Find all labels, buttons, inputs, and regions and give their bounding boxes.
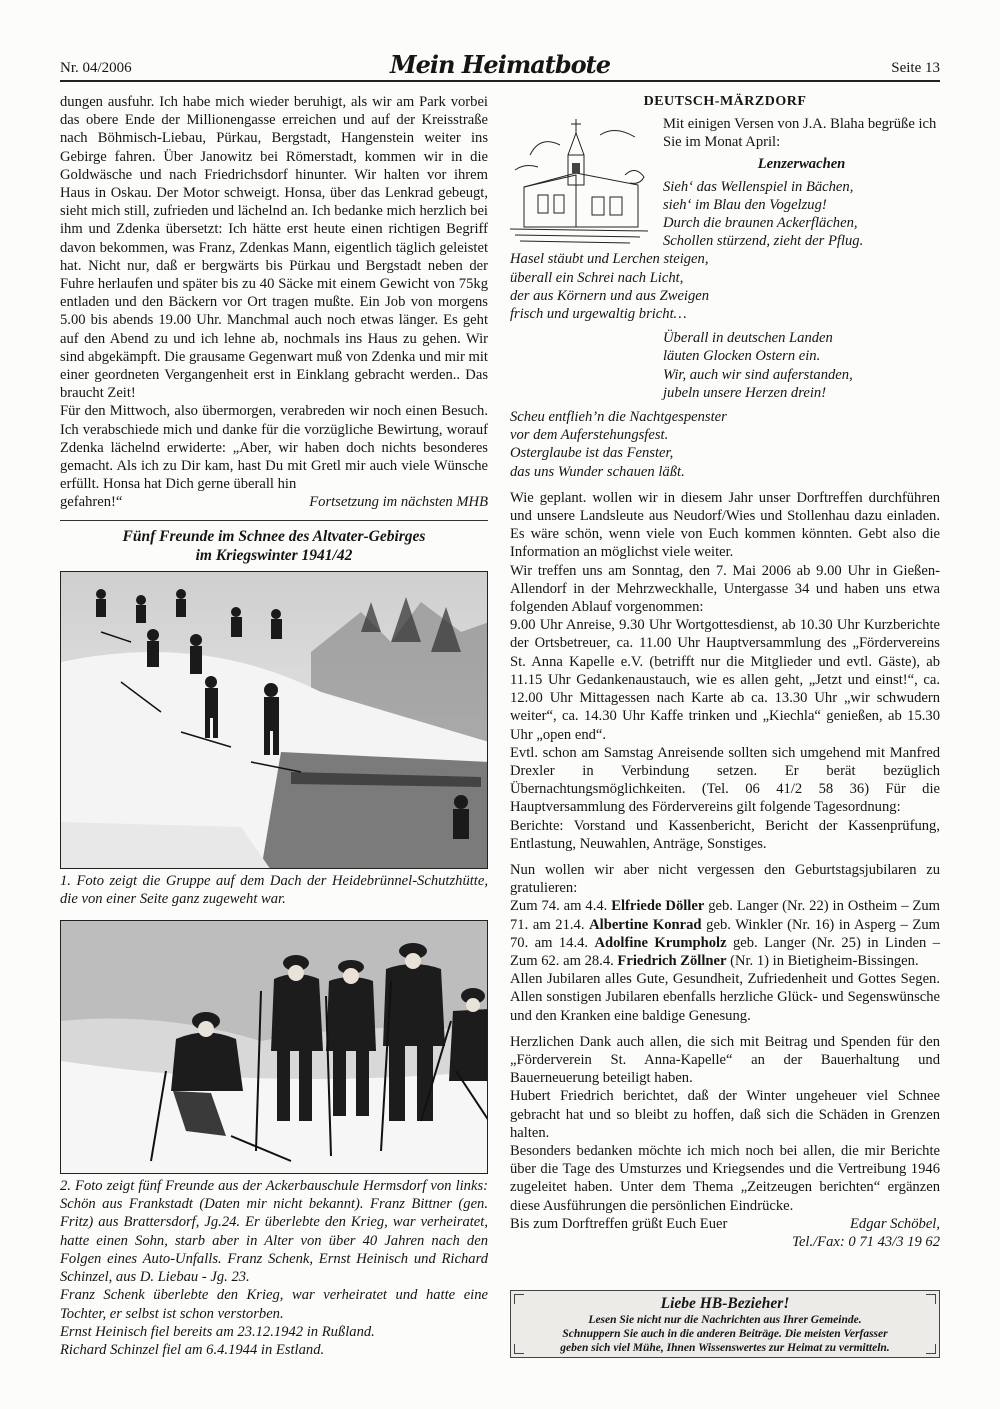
birthday-text: geb. Langer (Nr. 22) in Ostheim – Zum 71. am 21.4. xyxy=(510,898,940,933)
poem-line: sieh‘ im Blau den Vogelzug! xyxy=(663,196,827,213)
poem-line: vor dem Auferstehungsfest. xyxy=(510,427,669,444)
poem-line: jubeln unsere Herzen drein! xyxy=(663,384,827,401)
article-paragraph: Wie geplant. wollen wir in diesem Jahr unser Dorftreffen durchführen und unsere Landsleute aus Neudorf/Wies und Stollenhau dazu einladen. Es wäre schön, wenn viele von Euch kommen könnten. Gebt also die Information an möglichst viele weiter. xyxy=(510,489,940,561)
article-paragraph: Allen Jubilaren alles Gute, Gesundheit, Zufriedenheit und Gottes Segen. Allen sonstigen Jubilaren ebenfalls herzliche Glück- und Segenswünsche und den Kranken eine baldige Genesung. xyxy=(510,971,940,1024)
section-divider xyxy=(60,520,488,521)
signer-phone: Tel./Fax: 0 71 43/3 19 62 xyxy=(792,1233,940,1250)
poem-line: Schollen stürzend, zieht der Pflug. xyxy=(663,233,864,250)
poem-line: der aus Körnern und aus Zweigen xyxy=(510,287,710,304)
poem-line: Scheu entflieh’n die Nachtgespenster xyxy=(510,409,727,426)
notice-line: Lesen Sie nicht nur die Nachrichten aus Ihrer Gemeinde. xyxy=(588,1314,862,1326)
right-column xyxy=(510,93,940,1251)
poem-line: das uns Wunder schauen läßt. xyxy=(510,463,685,480)
poem-stanza-2 xyxy=(510,250,940,323)
closing-greeting: Bis zum Dorftreffen grüßt Euch Euer xyxy=(510,1215,728,1232)
photo-section-title-line1: Fünf Freunde im Schnee des Altvater-Gebirges xyxy=(122,527,426,545)
church-sketch-icon xyxy=(510,115,648,255)
poem-stanza-4 xyxy=(510,408,940,481)
poem-stanza-1 xyxy=(663,178,940,251)
article-paragraph: Wir treffen uns am Sonntag, den 7. Mai 2006 ab 9.00 Uhr in Gießen-Allendorf in der Mehrzweckhalle, Untergasse 34 und haben uns etwa folgenden Ablauf vorgenommen: xyxy=(510,562,940,616)
poem-line: läuten Glocken Ostern ein. xyxy=(663,348,821,365)
page-header xyxy=(60,52,940,80)
poem-intro: Mit einigen Versen von J.A. Blaha begrüße ich Sie im Monat April: xyxy=(663,116,937,151)
masthead-title: Mein Heimatbote xyxy=(390,50,610,79)
article-paragraph: Besonders bedanken möchte ich mich noch bei allen, die mir Berichte über die Tage des Umsturzes und Kriegsendes und die Vertreibung 1946 zugeleitet haben. Unter dem Thema „Zeitzeugen berichten“ ergänzen diese Ausführungen die persönlichen Eindrücke. xyxy=(510,1142,940,1214)
notice-line: Schnuppern Sie auch in die anderen Beiträge. Die meisten Verfasser xyxy=(562,1328,888,1341)
poem-line: frisch und urgewaltig bricht… xyxy=(510,306,687,323)
signer-name: Edgar Schöbel, xyxy=(850,1215,940,1232)
poem-line: Osterglaube ist das Fenster, xyxy=(510,445,674,462)
birthday-name: Albertine Konrad xyxy=(589,916,702,933)
article-paragraph: Evtl. schon am Samstag Anreisende sollten sich umgehend mit Manfred Drexler in Verbindung setzen. Er berät bezüglich Übernachtungsmöglichkeiten. (Tel. 06 41/2 58 36) Für die Hauptversammlung des Fördervereins gilt folgende Tagesordnung: xyxy=(510,744,940,816)
story-last-words: gefahren!“ xyxy=(60,494,123,511)
article-paragraph: 9.00 Uhr Anreise, 9.30 Uhr Wortgottesdienst, ab 10.30 Uhr Kurzberichte der Ortsbetreuer, ca. 11.00 Uhr Hauptversammlung des „Fördervereins St. Anna Kapelle e.V. (betrifft nur die Mitglieder und evtl. Gäste), ab 11.15 Uhr Gedankenaustauch, wie es allen geht, „Jetzt und einst!“, ca. 12.00 Uhr Mittagessen nach Karte ab ca. 13.30 Uhr „wir schwudern weiter“, ca. 14.30 Uhr Kaffe trinken und „Kiechla“ genießen, ab 15.30 Uhr „open end“. xyxy=(510,617,940,743)
birthday-text: geb. Winkler (Nr. 16) in Asperg – Zum 70. am 14.4. xyxy=(510,916,940,951)
signature-line xyxy=(510,1215,940,1233)
photo-five-friends xyxy=(60,920,488,1174)
poem-line: Sieh‘ das Wellenspiel in Bächen, xyxy=(663,178,854,195)
photo-caption-1: 1. Foto zeigt die Gruppe auf dem Dach der Heidebrünnel-Schutzhütte, die von einer Seite ganz zugeweht war. xyxy=(60,872,488,907)
continued-note: Fortsetzung im nächsten MHB xyxy=(309,494,488,511)
poem-line: Durch die braunen Ackerflächen, xyxy=(663,215,858,232)
birthday-name: Friedrich Zöllner xyxy=(617,952,727,969)
reader-notice-box xyxy=(510,1290,940,1358)
photo-caption-2: 2. Foto zeigt fünf Freunde aus der Ackerbauschule Hermsdorf von links: Schön aus Frankstadt (Daten mir nicht bekannt). Franz Bittner (gen. Fritz) aus Brattersdorf, Jg.24. Er überlebte den Krieg, war verheiratet, hatte einen Sohn, starb aber in Alter von über 40 Jahren nach den Folgen eines Auto-Unfalls. Franz Schenk, Ernst Heinisch und Richard Schinzel, aus D. Liebau - Jg. 23. xyxy=(60,1178,488,1286)
birthday-name: Adolfine Krumpholz xyxy=(594,934,727,951)
article-paragraph: Hubert Friedrich berichtet, daß der Winter ungeheuer viel Schnee gebracht hat und so bleibt zu hoffen, daß sich die Schäden in Grenzen halten. xyxy=(510,1088,940,1141)
article-paragraph: Herzlichen Dank auch allen, die sich mit Beitrag und Spenden für den „Förderverein St. Anna-Kapelle“ an der Bauerhaltung und Bauerneuerung beteiligt haben. xyxy=(510,1033,940,1087)
poem-line: Überall in deutschen Landen xyxy=(663,330,833,347)
photo-caption-2-block xyxy=(60,1177,488,1359)
story-paragraph: Für den Mittwoch, also übermorgen, verabreden wir noch einen Besuch. Ich verabschiede mich und danke für die vorzügliche Bewirtung, worauf Zdenka lächelnd erwiderte: „Aber, wir haben doch nichts besonderes gemacht. Als ich zu Dir kam, hast Du mit Gretl mir auch viele Wünsche erfüllt. Honsa hat Dich gerne überall hin xyxy=(60,403,488,493)
photo-section-title-line2: im Kriegswinter 1941/42 xyxy=(195,546,353,564)
article-body xyxy=(510,489,940,1251)
poem-block xyxy=(510,115,940,250)
poem-stanza-3 xyxy=(663,329,940,402)
birthday-list xyxy=(510,897,940,970)
header-rule xyxy=(60,80,940,82)
birthday-text: geb. Langer (Nr. 25) in Linden – Zum 62. am 28.4. xyxy=(510,934,941,969)
birthday-name: Elfriede Döller xyxy=(611,898,705,915)
photo-caption-3: Franz Schenk überlebte den Krieg, war verheiratet und hatte eine Tochter, er selbst ist schon verstorben. xyxy=(60,1287,488,1322)
birthday-text: Zum 74. am 4.4. xyxy=(510,898,612,915)
poem-line: überall ein Schrei nach Licht, xyxy=(510,269,684,286)
photo-section-title xyxy=(60,527,488,565)
article-paragraph: Nun wollen wir aber nicht vergessen den Geburtstagsjubilaren zu gratulieren: xyxy=(510,861,940,897)
notice-title: Liebe HB-Bezieher! xyxy=(660,1295,790,1312)
article-paragraph: Berichte: Vorstand und Kassenbericht, Bericht der Kassenprüfung, Entlastung, Neuwahlen, Anträge, Sonstiges. xyxy=(510,817,940,852)
page-number: Seite 13 xyxy=(891,60,940,76)
left-column xyxy=(60,93,488,1359)
photo-caption-5: Richard Schinzel fiel am 6.4.1944 in Estland. xyxy=(60,1341,325,1358)
photo-skiers-on-roof xyxy=(60,571,488,869)
poem-line: Wir, auch wir sind auferstanden, xyxy=(663,366,853,383)
poem-line: Hasel stäubt und Lerchen steigen, xyxy=(510,251,709,268)
photo-caption-4: Ernst Heinisch fiel bereits am 23.12.1942 in Rußland. xyxy=(60,1323,375,1340)
story-end-line xyxy=(60,493,488,511)
birthday-text: (Nr. 1) in Bietigheim-Bissingen. xyxy=(726,952,919,969)
issue-number: Nr. 04/2006 xyxy=(60,60,132,76)
notice-line: geben sich viel Mühe, Ihnen Wissenswertes zur Heimat zu vermitteln. xyxy=(560,1342,890,1355)
poem-title: Lenzerwachen xyxy=(757,156,846,173)
village-title: DEUTSCH-MÄRZDORF xyxy=(643,94,807,109)
story-continuation: dungen ausfuhr. Ich habe mich wieder beruhigt, als wir am Park vorbei das obere Ende der Millionengasse erreichen und auf der Kreisstraße nach Böhmisch-Liebau, Pürkau, Bergstadt, Hangenstein weiter ins Gebirge fahren. Über Janowitz bei Römerstadt, kommen wir in die Goldwäsche und nach Friedrichsdorf hinunter. Wir halten vor ihrem Haus in Oskau. Der Motor schweigt. Honsa, über das Lenkrad gebeugt, sieht mich still, zufrieden und lächelnd an. Ich bedanke mich herzlich bei ihm und Zdenka übersetzt: Ich hätte erst heute einen richtigen Begriff davon bekommen, was Franz, Zdenkas Mann, eigentlich täglich geleistet hat. Nicht nur, daß er bergwärts bis Pürkau und Bergstadt neben der Fuhre herlaufen und später bis zu 40 Säcke mit einem Gewicht von 75kg entladen und den Bäckern vor Ort tragen mußte. Ein Job von morgens 5.00 bis abends 19.00 Uhr. Manchmal auch noch etwas länger. Es geht auf den Abend zu und ich lehne ab, nochmals ins Haus zu gehen. Wir sind abgekämpft. Die grausame Gegenwart muß von Zdenka und mir mit einer geordneten Vergangenheit erst in Einklang gebracht werden.. Das braucht Zeit! xyxy=(60,94,488,402)
